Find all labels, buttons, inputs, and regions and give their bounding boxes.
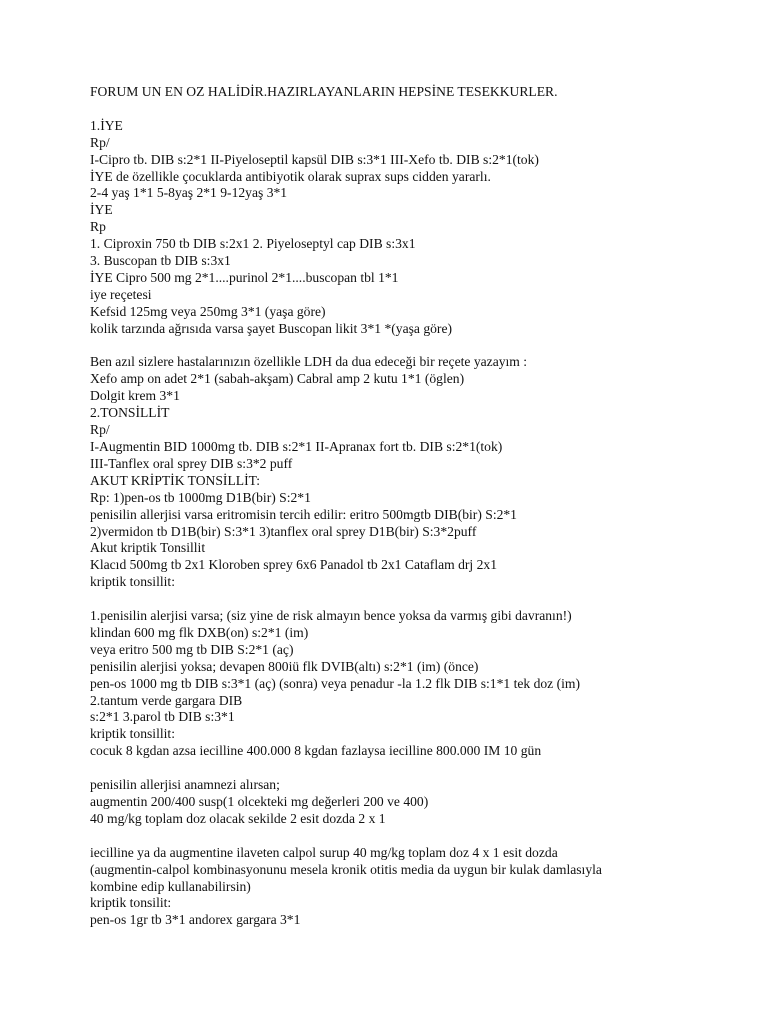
blank-line	[90, 101, 730, 118]
text-line: penisilin allerjisi anamnezi alırsan;	[90, 777, 280, 793]
text-line: 1. Ciproxin 750 tb DIB s:2x1 2. Piyeloseptyl cap DIB s:3x1	[90, 236, 416, 252]
text-line: 2-4 yaş 1*1 5-8yaş 2*1 9-12yaş 3*1	[90, 185, 288, 201]
text-line: 3. Buscopan tb DIB s:3x1	[90, 253, 231, 269]
text-line: iecilline ya da augmentine ilaveten calpol surup 40 mg/kg toplam doz 4 x 1 esit dozda	[90, 844, 558, 860]
text-line: Kefsid 125mg veya 250mg 3*1 (yaşa göre)	[90, 303, 326, 319]
text-line: penisilin alerjisi yoksa; devapen 800iü flk DVIB(altı) s:2*1 (im) (önce)	[90, 658, 479, 674]
text-line: veya eritro 500 mg tb DIB S:2*1 (aç)	[90, 641, 294, 657]
text-line: İYE de özellikle çocuklarda antibiyotik olarak suprax sups cidden yararlı.	[90, 168, 491, 184]
text-line: iye reçetesi	[90, 286, 152, 302]
text-line: İYE	[90, 202, 113, 218]
text-line: kriptik tonsillit:	[90, 726, 175, 742]
text-line: kriptik tonsilit:	[90, 895, 172, 911]
text-line: Rp/	[90, 422, 110, 438]
text-line: pen-os 1gr tb 3*1 andorex gargara 3*1	[90, 912, 301, 928]
blank-line	[90, 338, 730, 355]
text-line: Klacıd 500mg tb 2x1 Kloroben sprey 6x6 Panadol tb 2x1 Cataflam drj 2x1	[90, 557, 497, 573]
text-line: FORUM UN EN OZ HALİDİR.HAZIRLAYANLARIN HEPSİNE TESEKKURLER.	[90, 84, 558, 99]
text-line: III-Tanflex oral sprey DIB s:3*2 puff	[90, 455, 293, 471]
blank-line	[90, 760, 730, 777]
text-line: kolik tarzında ağrısıda varsa şayet Buscopan likit 3*1 *(yaşa göre)	[90, 320, 453, 336]
text-line: klindan 600 mg flk DXB(on) s:2*1 (im)	[90, 624, 309, 640]
text-line: 40 mg/kg toplam doz olacak sekilde 2 esit dozda 2 x 1	[90, 810, 386, 826]
text-line: 1.penisilin alerjisi varsa; (siz yine de risk almayın bence yoksa da varmış gibi davranın!)	[90, 608, 572, 624]
blank-line	[90, 591, 730, 608]
text-line: pen-os 1000 mg tb DIB s:3*1 (aç) (sonra) veya penadur -la 1.2 flk DIB s:1*1 tek doz (im)	[90, 675, 581, 691]
text-line: 2)vermidon tb D1B(bir) S:3*1 3)tanflex oral sprey D1B(bir) S:3*2puff	[90, 523, 477, 539]
text-line: Xefo amp on adet 2*1 (sabah-akşam) Cabral amp 2 kutu 1*1 (öglen)	[90, 371, 465, 387]
text-line: augmentin 200/400 susp(1 olcekteki mg değerleri 200 ve 400)	[90, 794, 429, 809]
text-line: penisilin allerjisi varsa eritromisin tercih edilir: eritro 500mgtb DIB(bir) S:2*1	[90, 506, 517, 522]
text-line: Rp/	[90, 134, 110, 150]
text-line: Akut kriptik Tonsillit	[90, 540, 206, 556]
text-line: Rp	[90, 219, 106, 235]
text-line: I-Cipro tb. DIB s:2*1 II-Piyeloseptil kapsül DIB s:3*1 III-Xefo tb. DIB s:2*1(tok)	[90, 151, 539, 167]
text-line: kombine edip kullanabilirsin)	[90, 878, 251, 894]
document-text	[90, 84, 730, 929]
text-line: 2.TONSİLLİT	[90, 405, 170, 421]
text-line: I-Augmentin BID 1000mg tb. DIB s:2*1 II-Apranax fort tb. DIB s:2*1(tok)	[90, 439, 503, 454]
blank-line	[90, 828, 730, 845]
text-line: Dolgit krem 3*1	[90, 388, 180, 404]
text-line: kriptik tonsillit:	[90, 574, 175, 590]
text-line: s:2*1 3.parol tb DIB s:3*1	[90, 709, 235, 725]
text-line: (augmentin-calpol kombinasyonunu mesela kronik otitis media da uygun bir kulak damlasıyla	[90, 861, 602, 877]
text-line: İYE Cipro 500 mg 2*1....purinol 2*1....buscopan tbl 1*1	[90, 269, 399, 285]
text-line: 1.İYE	[90, 117, 123, 133]
text-line: Ben azıl sizlere hastalarınızın özellikle LDH da dua edeceği bir reçete yazayım :	[90, 354, 528, 370]
text-line: AKUT KRİPTİK TONSİLLİT:	[90, 472, 260, 488]
text-line: cocuk 8 kgdan azsa iecilline 400.000 8 kgdan fazlaysa iecilline 800.000 IM 10 gün	[90, 743, 542, 759]
text-line: Rp: 1)pen-os tb 1000mg D1B(bir) S:2*1	[90, 489, 311, 505]
text-line: 2.tantum verde gargara DIB	[90, 692, 243, 708]
